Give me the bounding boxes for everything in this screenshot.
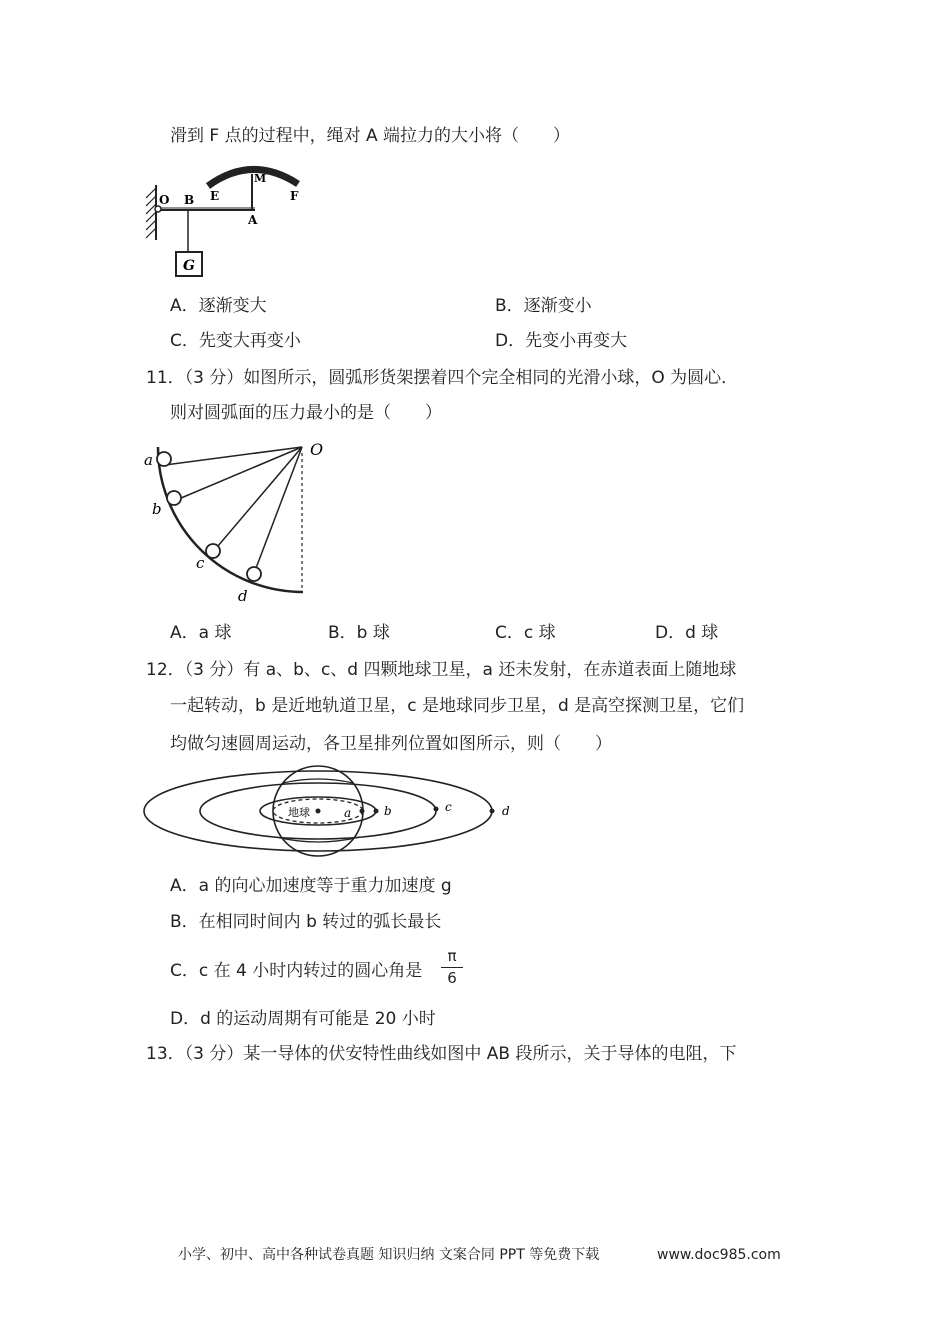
q11-option-a: A．a 球 [170, 623, 232, 643]
label-earth: 地球 [288, 806, 310, 819]
label-e: E [210, 189, 220, 203]
ball-c [206, 544, 220, 558]
label-b: b [384, 804, 392, 818]
footer-text: 小学、初中、高中各种试卷真题 知识归纳 文案合同 PPT 等免费下载 [178, 1247, 600, 1263]
q11-option-b: B．b 球 [328, 623, 390, 643]
q10-option-c: C．先变大再变小 [170, 331, 301, 351]
q10-figure [140, 160, 320, 285]
label-c: c [445, 800, 452, 814]
q11-line2: 则对圆弧面的压力最小的是（ ） [170, 403, 442, 423]
fraction-denominator: 6 [447, 969, 457, 987]
q12-option-d: D．d 的运动周期有可能是 20 小时 [170, 1009, 436, 1029]
label-a: a [344, 806, 352, 820]
label-d: d [238, 587, 248, 605]
ball-a [157, 452, 171, 466]
q12-option-c: C．c 在 4 小时内转过的圆心角是 [170, 961, 423, 981]
q10-continuation: 滑到 F 点的过程中，绳对 A 端拉力的大小将（ ） [170, 126, 571, 146]
q10-option-d: D．先变小再变大 [495, 331, 628, 351]
q12-line3: 均做匀速圆周运动，各卫星排列位置如图所示，则（ ） [170, 734, 612, 754]
label-f: F [290, 189, 299, 203]
label-a: A [248, 213, 258, 227]
q10-option-b: B．逐渐变小 [495, 296, 592, 316]
label-b: b [152, 500, 162, 518]
label-g: G [183, 258, 195, 274]
label-d: d [502, 804, 510, 818]
label-m: M [254, 172, 267, 185]
ball-d [247, 567, 261, 581]
q12-line2: 一起转动，b 是近地轨道卫星，c 是地球同步卫星，d 是高空探测卫星，它们 [170, 696, 745, 716]
q11-option-c: C．c 球 [495, 623, 556, 643]
label-b: B [184, 193, 195, 207]
label-a: a [144, 451, 153, 469]
label-o: O [310, 440, 324, 459]
q12-option-a: A．a 的向心加速度等于重力加速度 g [170, 876, 452, 896]
q10-option-a: A．逐渐变大 [170, 296, 267, 316]
footer-url[interactable]: www.doc985.com [657, 1247, 781, 1263]
q12-line1: 12．（3 分）有 a、b、c、d 四颗地球卫星，a 还未发射，在赤道表面上随地球 [146, 660, 737, 680]
ball-b [167, 491, 181, 505]
fraction-bar [441, 967, 463, 968]
label-c: c [196, 554, 205, 572]
q12-option-b: B．在相同时间内 b 转过的弧长最长 [170, 912, 442, 932]
fraction-numerator: π [447, 947, 457, 965]
q13-line1: 13．（3 分）某一导体的伏安特性曲线如图中 AB 段所示，关于导体的电阻，下 [146, 1044, 737, 1064]
q11-option-d: D．d 球 [655, 623, 719, 643]
q11-figure [140, 435, 340, 610]
q11-line1: 11．（3 分）如图所示，圆弧形货架摆着四个完全相同的光滑小球，O 为圆心． [146, 368, 739, 388]
q12-figure [140, 765, 520, 865]
label-o: O [159, 193, 170, 207]
